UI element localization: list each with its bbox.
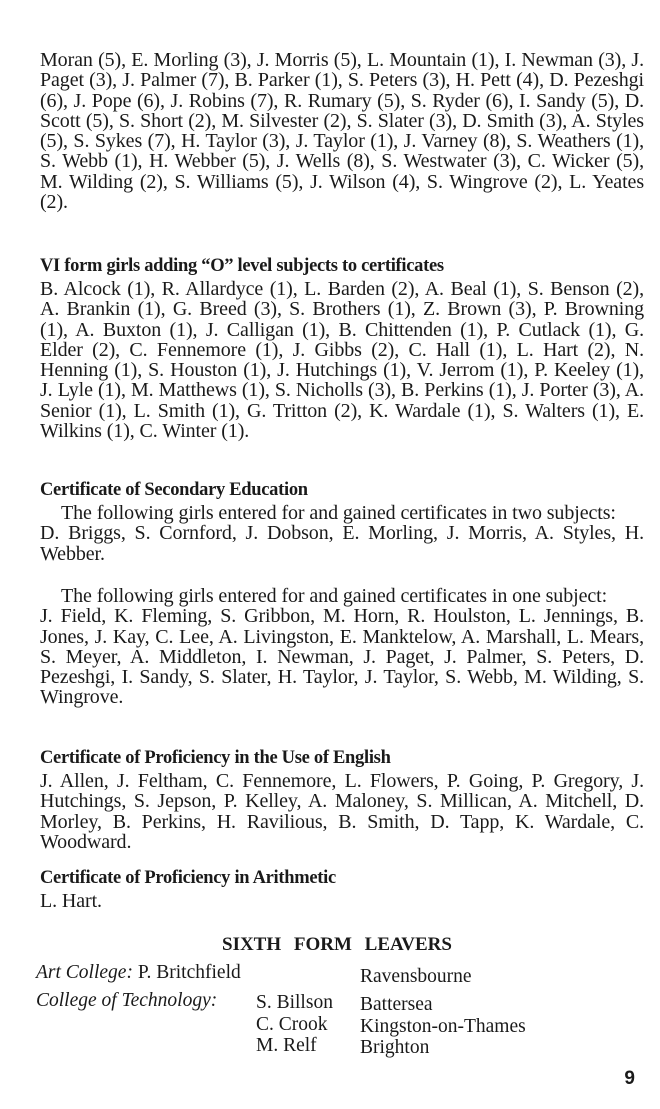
section-heading-arithmetic: Certificate of Proficiency in Arithmetic [40, 868, 336, 888]
leaver-name: M. Relf [256, 1035, 317, 1056]
section-heading-cse: Certificate of Secondary Education [40, 480, 308, 500]
cse-one-names: J. Field, K. Fleming, S. Gribbon, M. Horn, R. Houlston, L. Jennings, B. Jones, J. Kay, C. Lee, A. Livingston, E. Manktelow, A. Marshall, L. Mears, S. Meyer, A. Middleton, I. Newman, J. Paget, J. Palmer, S. Peters, D. Pezeshgi, I. Sandy, S. Slater, H. Taylor, J. Taylor, S. Webb, M. Wilding, S. Wingrove. [40, 605, 644, 709]
cse-one-intro: The following girls entered for and gained certificates in one subject: [61, 585, 608, 607]
section-heading-english: Certificate of Proficiency in the Use of English [40, 748, 391, 768]
o-level-names: B. Alcock (1), R. Allardyce (1), L. Barden (2), A. Beal (1), S. Benson (2), A. Brankin (1), G. Breed (3), S. Brothers (1), Z. Brown (3), P. Browning (1), A. Buxton (1), J. Calligan (1), B. Chittenden (1), P. Cutlack (1), G. Elder (2), C. Fennemore (1), J. Gibbs (2), C. Hall (1), L. Hart (2), N. Henning (1), S. Houston (1), J. Hutchings (1), V. Jerrom (1), P. Keeley (1), J. Lyle (1), M. Matthews (1), S. Nicholls (3), B. Perkins (1), J. Porter (3), A. Senior (1), L. Smith (1), G. Tritton (2), K. Wardale (1), S. Walters (1), E. Wilkins (1), C. Winter (1). [40, 278, 644, 443]
leaver-destination: Brighton [360, 1037, 430, 1058]
cse-two-names: D. Briggs, S. Cornford, J. Dobson, E. Morling, J. Morris, A. Styles, H. Webber. [40, 522, 644, 565]
section-heading-o-level: VI form girls adding “O” level subjects to certificates [40, 256, 444, 276]
english-names: J. Allen, J. Feltham, C. Fennemore, L. Flowers, P. Going, P. Gregory, J. Hutchings, S. Jepson, P. Kelley, A. Maloney, S. Millican, A. Mitchell, D. Morley, B. Perkins, H. Ravilious, B. Smith, D. Tapp, K. Wardale, C. Woodward. [40, 770, 644, 853]
cse-one-subject [40, 586, 644, 708]
page-number: 9 [624, 1068, 635, 1089]
leaver-destination: Ravensbourne [360, 966, 472, 987]
leaver-category: College of Technology: [36, 990, 218, 1011]
arithmetic-names: L. Hart. [40, 890, 102, 912]
leaver-name: P. Britchfield [137, 962, 241, 983]
cse-two-intro: The following girls entered for and gained certificates in two subjects: [61, 502, 616, 524]
leavers-title: SIXTH FORM LEAVERS [222, 934, 452, 955]
cse-two-subjects [40, 503, 644, 564]
leaver-row [36, 990, 217, 1012]
leaver-category: Art College: [36, 962, 133, 983]
leaver-destination: Battersea [360, 994, 433, 1015]
leaver-row [36, 962, 241, 984]
continuation-paragraph: Moran (5), E. Morling (3), J. Morris (5), L. Mountain (1), I. Newman (3), J. Paget (3), J. Palmer (7), B. Parker (1), S. Peters (3), H. Pett (4), D. Pezeshgi (6), J. Pope (6), J. Robins (7), R. Rumary (5), S. Ryder (6), I. Sandy (5), D. Scott (5), S. Short (2), M. Silvester (2), S. Slater (3), D. Smith (3), A. Styles (5), S. Sykes (7), H. Taylor (3), J. Taylor (1), J. Varney (8), S. Weathers (1), S. Webb (1), H. Webber (5), J. Wells (8), S. Westwater (3), C. Wicker (5), M. Wilding (2), S. Williams (5), J. Wilson (4), S. Wingrove (2), L. Yeates (2). [40, 49, 644, 214]
leaver-destination: Kingston-on-Thames [360, 1016, 526, 1037]
leaver-name: S. Billson [256, 992, 333, 1013]
leaver-name: C. Crook [256, 1014, 328, 1035]
